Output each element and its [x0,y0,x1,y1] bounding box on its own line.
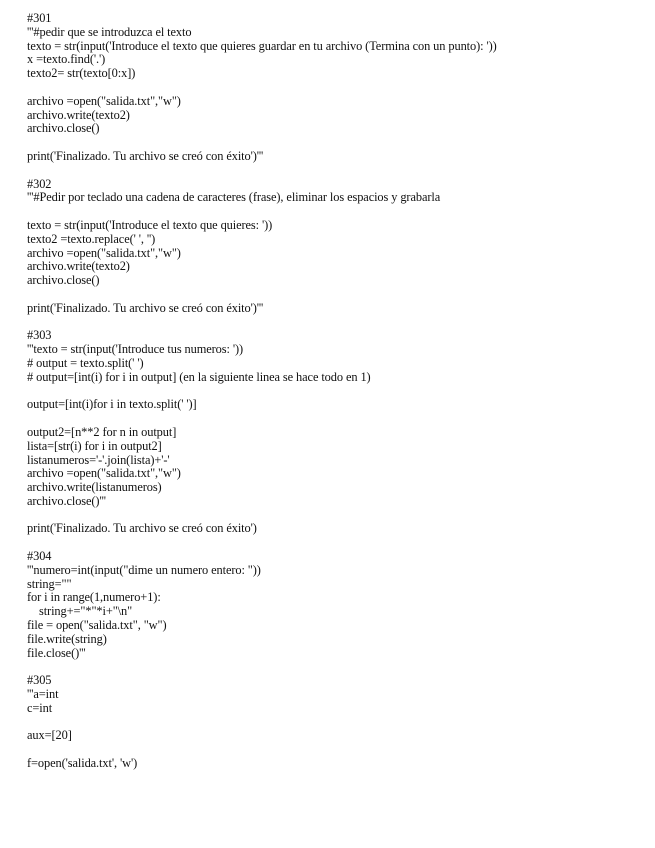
code-line: f=open('salida.txt', 'w') [27,756,138,771]
blank-line [27,136,647,150]
code-line: archivo.write(texto2) [27,107,130,122]
code-line: print('Finalizado. Tu archivo se creó con éxito')''' [27,148,264,163]
blank-line [27,316,647,330]
code-line: '''#pedir que se introduzca el texto [27,24,192,39]
blank-line [27,205,647,219]
code-line: file.write(string) [27,631,107,646]
code-line: '''a=int [27,687,59,702]
code-line: archivo.write(texto2) [27,259,130,274]
code-line: archivo.close()''' [27,493,106,508]
code-line: '''#Pedir por teclado una cadena de caracteres (frase), eliminar los espacios y grabarla [27,190,441,205]
code-line: #301 [27,11,52,25]
code-line: string+="*"*i+"\n" [27,604,133,619]
code-line: archivo.close() [27,121,100,136]
code-line: file.close()''' [27,645,86,660]
code-line: file = open("salida.txt", "w") [27,618,167,633]
code-line: listanumeros='-'.join(lista)+'-' [27,452,170,467]
code-line: texto = str(input('Introduce el texto que quieres: ')) [27,217,273,232]
code-line: #304 [27,549,52,564]
code-line: '''numero=int(input("dime un numero entero: ")) [27,562,261,577]
blank-line [27,385,647,399]
blank-line [27,509,647,523]
code-line: #302 [27,176,52,191]
code-line: archivo.close() [27,273,100,288]
blank-line [27,164,647,178]
code-line: #305 [27,673,52,688]
blank-line [27,743,647,757]
code-line: # output = texto.split(' ') [27,355,144,370]
blank-line [27,412,647,426]
code-line: archivo =open("salida.txt","w") [27,245,181,260]
code-line: lista=[str(i) for i in output2] [27,438,162,453]
code-line: aux=[20] [27,728,72,743]
code-line: x =texto.find('.') [27,52,106,67]
code-line: texto = str(input('Introduce el texto que quieres guardar en tu archivo (Termina con un punto): ')) [27,38,497,53]
code-line: output=[int(i)for i in texto.split(' ')] [27,397,197,412]
blank-line [27,81,647,95]
code-line: '''texto = str(input('Introduce tus numeros: ')) [27,342,244,357]
code-line: # output=[int(i) for i in output] (en la siguiente linea se hace todo en 1) [27,369,371,384]
code-line: string="" [27,576,72,591]
blank-line [27,288,647,302]
code-line: #303 [27,328,52,343]
code-line: texto2= str(texto[0:x]) [27,66,136,81]
code-line: for i in range(1,numero+1): [27,590,161,605]
code-line: texto2 =texto.replace(' ', '') [27,231,156,246]
code-line: output2=[n**2 for n in output] [27,424,177,439]
blank-line [27,536,647,550]
code-line: print('Finalizado. Tu archivo se creó con éxito') [27,521,257,536]
code-document [27,12,647,771]
code-line: print('Finalizado. Tu archivo se creó con éxito')''' [27,300,264,315]
blank-line [27,716,647,730]
blank-line [27,660,647,674]
code-line: c=int [27,700,53,715]
code-line: archivo =open("salida.txt","w") [27,466,181,481]
code-line: archivo =open("salida.txt","w") [27,93,181,108]
code-line: archivo.write(listanumeros) [27,480,162,495]
